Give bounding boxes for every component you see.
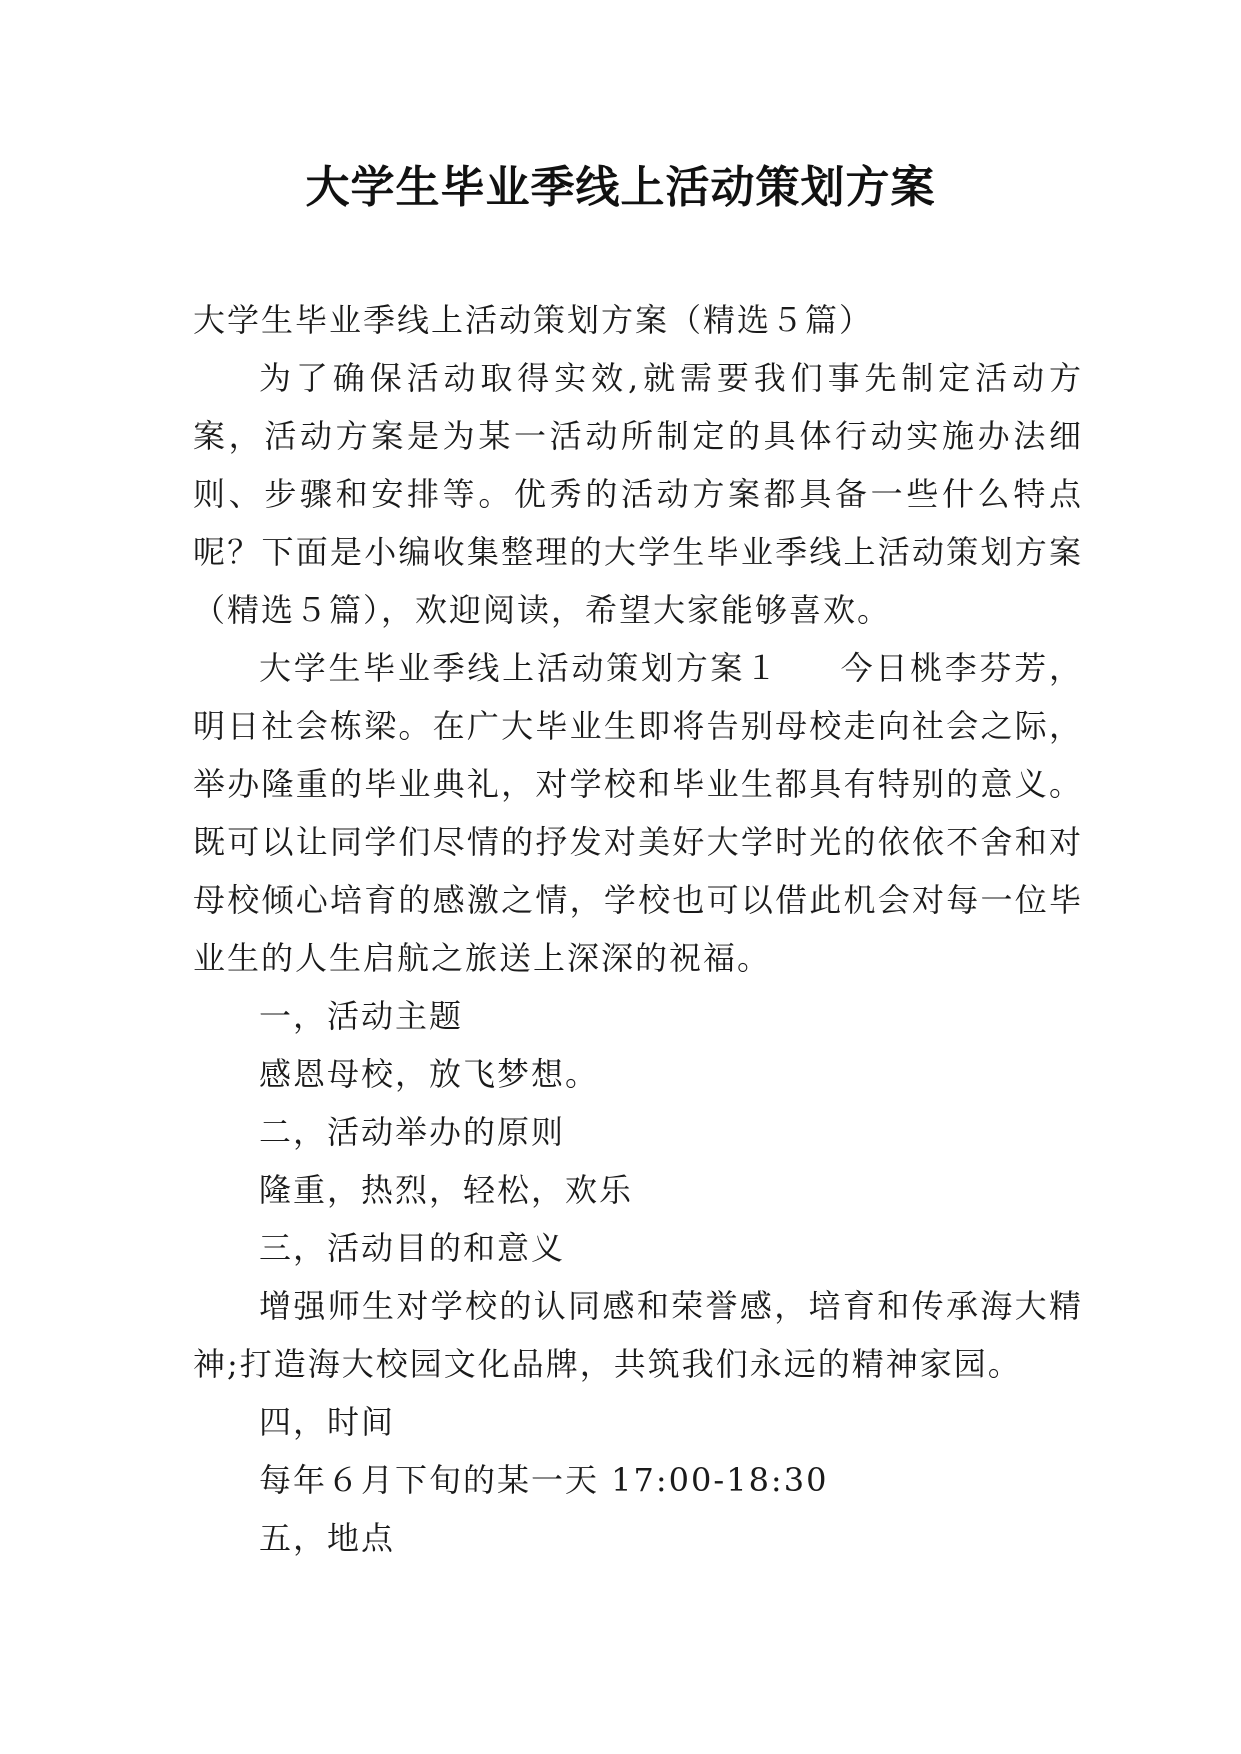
page-title: 大学生毕业季线上活动策划方案 xyxy=(305,162,936,213)
purpose-text: 增强师生对学校的认同感和荣誉感，培育和传承海大精神;打造海大校园文化品牌，共筑我们永远的精神家园。 xyxy=(193,1287,1083,1383)
theme-text: 感恩母校，放飞梦想。 xyxy=(259,1055,600,1093)
place-heading: 五，地点 xyxy=(259,1519,396,1557)
time-heading: 四，时间 xyxy=(259,1403,396,1441)
section-1-heading: 大学生毕业季线上活动策划方案１ xyxy=(259,649,780,687)
principle-text: 隆重，热烈，轻松，欢乐 xyxy=(259,1171,634,1209)
section-1-paragraph xyxy=(193,639,1083,987)
purpose-heading: 三，活动目的和意义 xyxy=(259,1229,566,1267)
principle-heading: 二，活动举办的原则 xyxy=(259,1113,566,1151)
document-subtitle: 大学生毕业季线上活动策划方案（精选５篇） xyxy=(193,301,874,339)
document-body xyxy=(193,291,1083,1567)
theme-heading: 一，活动主题 xyxy=(259,997,464,1035)
time-text: 每年６月下旬的某一天 17:00-18:30 xyxy=(259,1461,829,1499)
intro-paragraph: 为了确保活动取得实效,就需要我们事先制定活动方案，活动方案是为某一活动所制定的具体行动实施办法细则、步骤和安排等。优秀的活动方案都具备一些什么特点呢？下面是小编收集整理的大学生毕业季线上活动策划方案（精选５篇），欢迎阅读，希望大家能够喜欢。 xyxy=(193,359,1083,629)
section-1-text: 今日桃李芬芳，明日社会栋梁。在广大毕业生即将告别母校走向社会之际，举办隆重的毕业典礼，对学校和毕业生都具有特别的意义。既可以让同学们尽情的抒发对美好大学时光的依依不舍和对母校倾心培育的感激之情，学校也可以借此机会对每一位毕业生的人生启航之旅送上深深的祝福。 xyxy=(193,649,1083,977)
